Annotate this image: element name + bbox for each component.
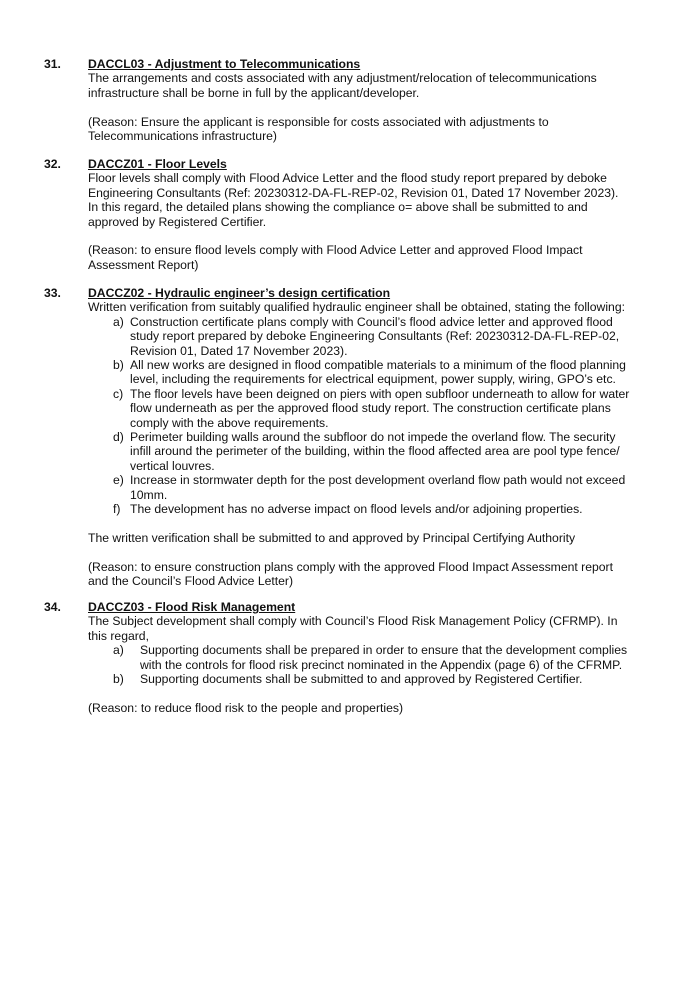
- list-item: [88, 473, 648, 502]
- body-line: Floor levels shall comply with Flood Advice Letter and the flood study report prepared by deboke: [88, 171, 607, 186]
- list-line: 10mm.: [130, 487, 168, 502]
- condition-body: [88, 600, 648, 715]
- list-line: level, including the requirements for electrical equipment, power supply, wiring, GPO’s etc.: [130, 372, 616, 387]
- reason-line: (Reason: to ensure flood levels comply with Flood Advice Letter and approved Flood Impact: [88, 243, 583, 258]
- condition-number: 32.: [44, 157, 61, 171]
- reason-line: and the Council’s Flood Advice Letter): [88, 574, 294, 589]
- body-line: approved by Registered Certifier.: [88, 214, 267, 229]
- reason-line: (Reason: to reduce flood risk to the people and properties): [88, 700, 404, 715]
- body-line: The Subject development shall comply with Council’s Flood Risk Management Policy (CFRMP). In: [88, 614, 618, 629]
- list-marker: a): [113, 314, 124, 329]
- list-item: [88, 315, 648, 358]
- body-line: In this regard, the detailed plans showing the compliance o= above shall be submitted to and: [88, 200, 588, 215]
- condition-number: 33.: [44, 286, 61, 300]
- list-line: comply with the above requirements.: [130, 415, 329, 430]
- body-line: The written verification shall be submitted to and approved by Principal Certifying Authority: [88, 530, 576, 545]
- body-line: Written verification from suitably qualified hydraulic engineer shall be obtained, stating the following:: [88, 300, 625, 315]
- list-line: Revision 01, Dated 17 November 2023).: [130, 343, 348, 358]
- list-item: [88, 387, 648, 430]
- reason-line: (Reason: Ensure the applicant is responsible for costs associated with adjustments to: [88, 114, 549, 129]
- list-line: infill around the perimeter of the building, within the flood affected area are pool type fence/: [130, 444, 620, 459]
- condition-number: 34.: [44, 600, 61, 614]
- condition-title: DACCZ01 - Floor Levels: [88, 157, 227, 171]
- list-marker: d): [113, 430, 124, 445]
- list-marker: a): [113, 643, 124, 658]
- list-marker: b): [113, 358, 124, 373]
- list-marker: c): [113, 386, 124, 401]
- list-line: with the controls for flood risk precinct nominated in the Appendix (page 6) of the CFRMP.: [140, 657, 623, 672]
- body-line: Engineering Consultants (Ref: 20230312-DA-FL-REP-02, Revision 01, Dated 17 November 2023).: [88, 185, 619, 200]
- list-line: vertical louvres.: [130, 458, 215, 473]
- list-line: Supporting documents shall be prepared in order to ensure that the development complies: [140, 643, 628, 658]
- reason-line: Assessment Report): [88, 257, 199, 272]
- list-line: All new works are designed in flood compatible materials to a minimum of the flood planning: [130, 358, 626, 373]
- condition-body: [88, 286, 648, 589]
- list-marker: e): [113, 473, 124, 488]
- list-item: [88, 502, 648, 516]
- body-line: infrastructure shall be borne in full by the applicant/developer.: [88, 85, 420, 100]
- list-item: [88, 643, 648, 672]
- list-line: Perimeter building walls around the subfloor do not impede the overland flow. The security: [130, 430, 616, 445]
- list-item: [88, 358, 648, 387]
- list-marker: f): [113, 502, 121, 517]
- list-line: flow underneath as per the approved flood study report. The construction certificate plans: [130, 401, 611, 416]
- body-line: this regard,: [88, 628, 149, 643]
- list-item: [88, 430, 648, 473]
- list-item: [88, 672, 648, 686]
- list-line: Increase in stormwater depth for the post development overland flow path would not exceed: [130, 473, 626, 488]
- reason-line: Telecommunications infrastructure): [88, 129, 277, 144]
- list-line: study report prepared by deboke Engineering Consultants (Ref: 20230312-DA-FL-REP-02,: [130, 329, 620, 344]
- list-line: The development has no adverse impact on flood levels and/or adjoining properties.: [130, 502, 583, 517]
- reason-line: (Reason: to ensure construction plans comply with the approved Flood Impact Assessment report: [88, 559, 614, 574]
- condition-title: DACCZ02 - Hydraulic engineer’s design certification: [88, 286, 391, 300]
- condition-body: [88, 57, 648, 143]
- condition-title: DACCZ03 - Flood Risk Management: [88, 600, 296, 614]
- list-line: Construction certificate plans comply with Council’s flood advice letter and approved flood: [130, 314, 613, 329]
- list-line: Supporting documents shall be submitted to and approved by Registered Certifier.: [140, 672, 583, 687]
- condition-body: [88, 157, 648, 272]
- list-marker: b): [113, 672, 124, 687]
- body-line: The arrangements and costs associated with any adjustment/relocation of telecommunications: [88, 71, 597, 86]
- list-line: The floor levels have been deigned on piers with open subfloor underneath to allow for water: [130, 386, 630, 401]
- condition-title: DACCL03 - Adjustment to Telecommunications: [88, 57, 361, 71]
- condition-number: 31.: [44, 57, 61, 71]
